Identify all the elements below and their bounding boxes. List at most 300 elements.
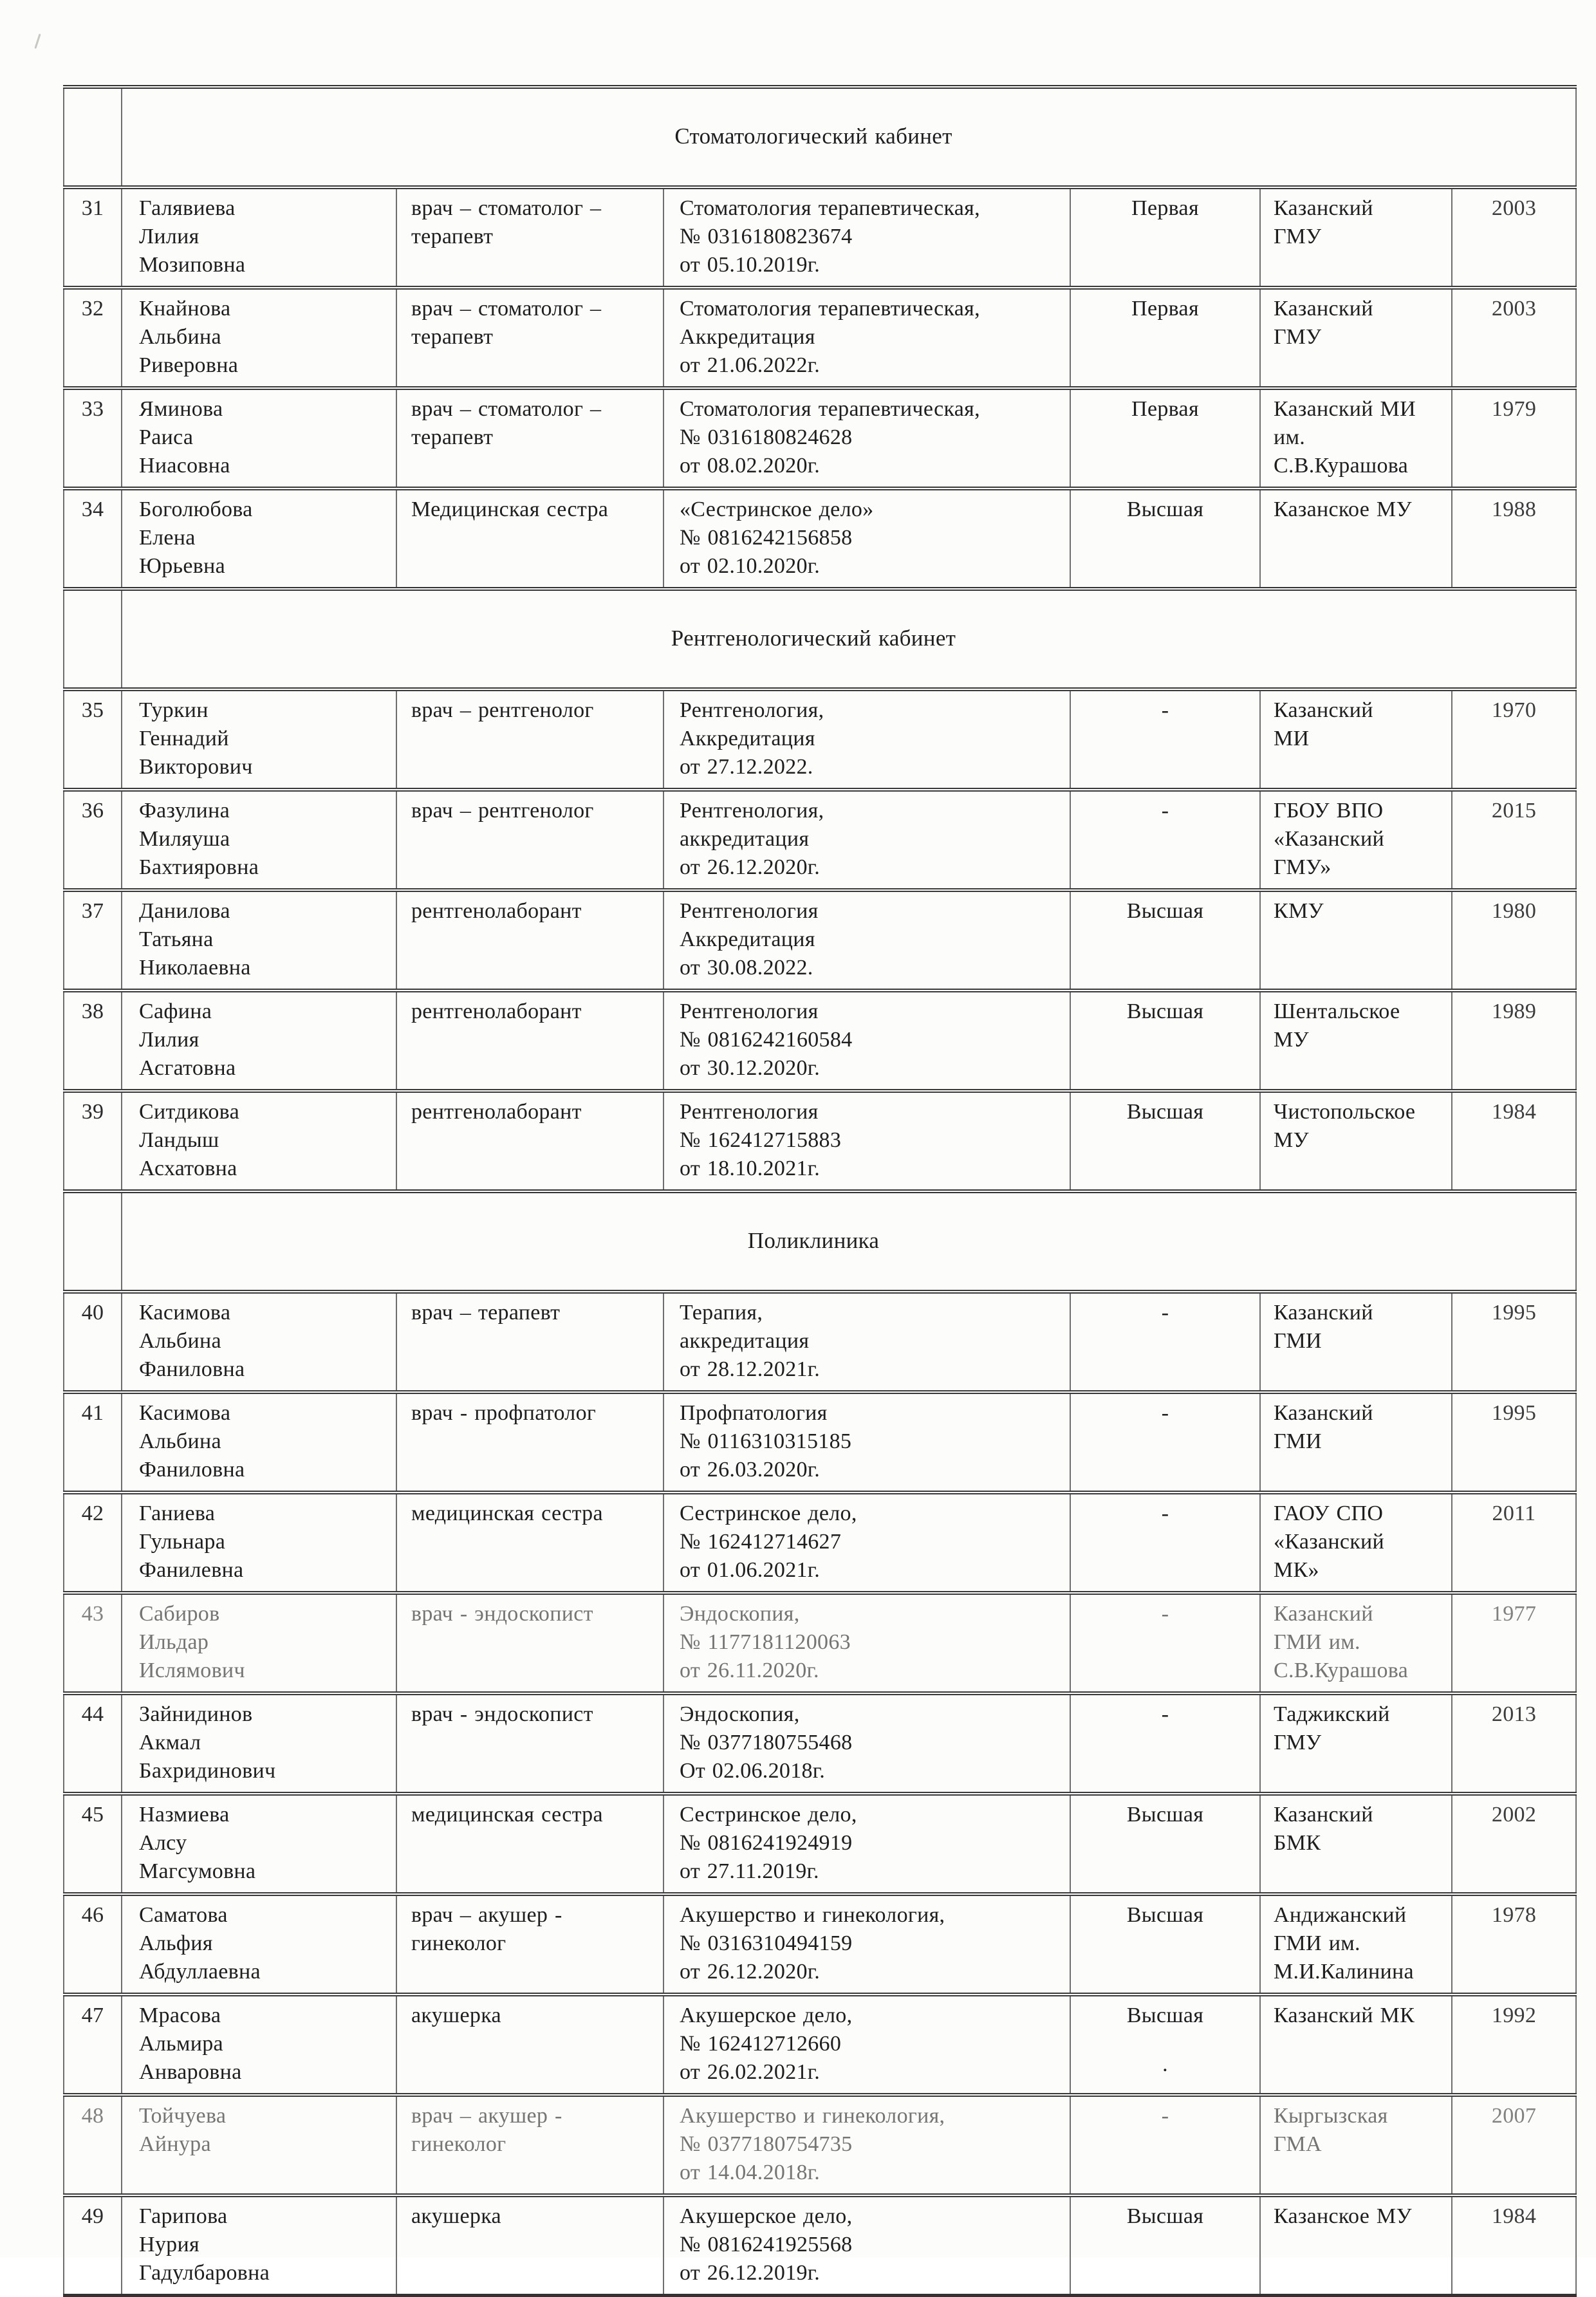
- section-empty-number-cell: [64, 1191, 122, 1292]
- text-line: Викторович: [139, 755, 253, 779]
- text-line: От 02.06.2018г.: [680, 1759, 826, 1783]
- text-line: ГМУ»: [1274, 855, 1332, 879]
- position-cell: [396, 790, 663, 890]
- text-line: от 02.10.2020г.: [680, 554, 821, 578]
- table-row-32: [64, 288, 1576, 388]
- certificate-cell: [663, 1392, 1070, 1493]
- position-cell: [396, 2095, 663, 2195]
- education-cell: [1260, 1995, 1452, 2095]
- text-line: Стоматология терапевтическая,: [680, 297, 980, 321]
- text-line: Магсумовна: [139, 1859, 256, 1883]
- text-line: от 26.03.2020г.: [680, 1458, 821, 1482]
- text-line: Кнайнова: [139, 297, 231, 321]
- text-line: Аккредитация: [680, 727, 815, 750]
- text-line: Акушерство и гинекология,: [680, 1903, 945, 1927]
- text-line: Фанилевна: [139, 1558, 244, 1582]
- text-line: МУ: [1274, 1028, 1309, 1052]
- text-line: от 26.12.2020г.: [680, 1960, 821, 1984]
- education-cell: [1260, 388, 1452, 488]
- row-number-cell: 33: [64, 388, 122, 488]
- row-number-cell: 39: [64, 1091, 122, 1191]
- table-row-47: [64, 1995, 1576, 2095]
- text-line: Кыргызская: [1274, 2104, 1388, 2128]
- category-value: Высшая: [1126, 1903, 1204, 1927]
- text-line: ГМИ: [1274, 1329, 1322, 1353]
- education-cell: [1260, 1894, 1452, 1995]
- text-line: МК»: [1274, 1558, 1319, 1582]
- text-line: Казанский МИ: [1274, 397, 1416, 421]
- text-line: Боголюбова: [139, 498, 253, 521]
- category-cell: [1070, 890, 1260, 990]
- text-line: Риверовна: [139, 353, 239, 377]
- text-line: Гадулбаровна: [139, 2261, 270, 2285]
- text-line: Ландыш: [139, 1128, 219, 1152]
- table-row-49: [64, 2195, 1576, 2296]
- category-value: Первая: [1131, 397, 1199, 421]
- text-line: Сабиров: [139, 1602, 220, 1626]
- text-line: от 26.12.2020г.: [680, 855, 821, 879]
- text-line: медицинская сестра: [411, 1502, 603, 1525]
- text-line: Бахтияровна: [139, 855, 259, 879]
- text-line: от 26.11.2020г.: [680, 1659, 819, 1682]
- text-line: Лилия: [139, 225, 200, 248]
- text-line: Акушерское дело,: [680, 2004, 853, 2027]
- text-line: от 08.02.2020г.: [680, 454, 821, 478]
- employee-name-cell: [122, 1292, 396, 1392]
- category-cell: [1070, 1794, 1260, 1894]
- row-number-cell: 45: [64, 1794, 122, 1894]
- text-line: Ниасовна: [139, 454, 230, 478]
- category-cell: [1070, 1493, 1260, 1593]
- text-line: Стоматология терапевтическая,: [680, 196, 980, 220]
- text-line: Туркин: [139, 698, 209, 722]
- position-cell: [396, 1693, 663, 1794]
- text-line: от 05.10.2019г.: [680, 253, 821, 277]
- category-value: Высшая: [1126, 1100, 1204, 1124]
- employee-name-cell: [122, 1593, 396, 1693]
- position-cell: [396, 388, 663, 488]
- graduation-year-cell: 2003: [1452, 288, 1576, 388]
- education-cell: [1260, 990, 1452, 1091]
- text-line: Татьяна: [139, 927, 214, 951]
- text-line: Ислямович: [139, 1659, 245, 1682]
- graduation-year-cell: 1979: [1452, 388, 1576, 488]
- text-line: Рентгенология: [680, 1000, 819, 1023]
- text-line: Таджикский: [1274, 1702, 1390, 1726]
- text-line: Акушерство и гинекология,: [680, 2104, 945, 2128]
- text-line: № 0377180754735: [680, 2132, 853, 2156]
- category-cell: [1070, 1693, 1260, 1794]
- category-value: Высшая: [1126, 1000, 1204, 1023]
- text-line: Казанское МУ: [1274, 498, 1412, 521]
- section-title: Стоматологический кабинет: [122, 87, 1576, 187]
- text-line: Рентгенология,: [680, 799, 824, 823]
- text-line: «Сестринское дело»: [680, 498, 874, 521]
- graduation-year-cell: 2015: [1452, 790, 1576, 890]
- text-line: гинеколог: [411, 1931, 506, 1955]
- row-number-cell: 42: [64, 1493, 122, 1593]
- position-cell: [396, 288, 663, 388]
- text-line: Альфия: [139, 1931, 213, 1955]
- text-line: терапевт: [411, 425, 494, 449]
- certificate-cell: [663, 288, 1070, 388]
- text-line: от 18.10.2021г.: [680, 1157, 821, 1180]
- position-cell: [396, 187, 663, 288]
- graduation-year-cell: 1988: [1452, 488, 1576, 589]
- graduation-year-cell: 1995: [1452, 1292, 1576, 1392]
- text-line: от 14.04.2018г.: [680, 2161, 821, 2184]
- position-cell: [396, 990, 663, 1091]
- graduation-year-cell: 2002: [1452, 1794, 1576, 1894]
- text-line: МИ: [1274, 727, 1310, 750]
- text-line: КМУ: [1274, 899, 1324, 923]
- position-cell: [396, 2195, 663, 2296]
- education-cell: [1260, 890, 1452, 990]
- position-cell: [396, 1894, 663, 1995]
- certificate-cell: [663, 1894, 1070, 1995]
- education-cell: [1260, 488, 1452, 589]
- text-line: от 27.12.2022.: [680, 755, 813, 779]
- graduation-year-cell: 2003: [1452, 187, 1576, 288]
- text-line: Миляуша: [139, 827, 230, 851]
- text-line: аккредитация: [680, 827, 810, 851]
- text-line: Казанский: [1274, 1602, 1373, 1626]
- text-line: ГМИ им.: [1274, 1630, 1360, 1654]
- text-line: ГМУ: [1274, 1731, 1322, 1754]
- graduation-year-cell: 1977: [1452, 1593, 1576, 1693]
- section-header-row: [64, 1191, 1576, 1292]
- table-row-35: [64, 689, 1576, 790]
- text-line: № 0316180823674: [680, 225, 853, 248]
- graduation-year-cell: 2007: [1452, 2095, 1576, 2195]
- employee-name-cell: [122, 990, 396, 1091]
- certificate-cell: [663, 990, 1070, 1091]
- text-line: Николаевна: [139, 956, 251, 980]
- text-line: гинеколог: [411, 2132, 506, 2156]
- text-line: Данилова: [139, 899, 230, 923]
- text-line: Ганиева: [139, 1502, 216, 1525]
- employee-name-cell: [122, 1894, 396, 1995]
- row-number-cell: 49: [64, 2195, 122, 2296]
- text-line: № 0377180755468: [680, 1731, 853, 1754]
- text-line: № 162412714627: [680, 1530, 842, 1554]
- education-cell: [1260, 1593, 1452, 1693]
- text-line: Раиса: [139, 425, 194, 449]
- text-line: врач - эндоскопист: [411, 1602, 593, 1626]
- position-cell: [396, 1493, 663, 1593]
- certificate-cell: [663, 2095, 1070, 2195]
- category-cell: [1070, 1894, 1260, 1995]
- text-line: Казанский: [1274, 297, 1373, 321]
- text-line: Сафина: [139, 1000, 212, 1023]
- text-line: Казанский МК: [1274, 2004, 1415, 2027]
- category-value: -: [1161, 1602, 1169, 1626]
- text-line: Ильдар: [139, 1630, 209, 1654]
- table-row-39: [64, 1091, 1576, 1191]
- graduation-year-cell: 1984: [1452, 1091, 1576, 1191]
- text-line: врач – стоматолог –: [411, 196, 602, 220]
- text-line: Тойчуева: [139, 2104, 227, 2128]
- text-line: № 0316180824628: [680, 425, 853, 449]
- table-row-42: [64, 1493, 1576, 1593]
- text-line: Эндоскопия,: [680, 1602, 800, 1626]
- text-line: от 27.11.2019г.: [680, 1859, 819, 1883]
- table-row-31: [64, 187, 1576, 288]
- text-line: Анваровна: [139, 2060, 242, 2084]
- employee-name-cell: [122, 1392, 396, 1493]
- staff-table: [63, 85, 1577, 2297]
- text-line: ГМИ им.: [1274, 1931, 1360, 1955]
- table-row-46: [64, 1894, 1576, 1995]
- text-line: ГМА: [1274, 2132, 1322, 2156]
- category-cell: [1070, 488, 1260, 589]
- employee-name-cell: [122, 890, 396, 990]
- table-row-44: [64, 1693, 1576, 1794]
- text-line: врач – рентгенолог: [411, 698, 594, 722]
- text-line: № 0816241924919: [680, 1831, 853, 1855]
- category-cell: [1070, 1392, 1260, 1493]
- text-line: Альбина: [139, 1329, 221, 1353]
- education-cell: [1260, 2095, 1452, 2195]
- text-line: Казанский: [1274, 1401, 1373, 1425]
- text-line: Юрьевна: [139, 554, 225, 578]
- text-line: Акмал: [139, 1731, 201, 1754]
- category-cell: [1070, 2095, 1260, 2195]
- text-line: БМК: [1274, 1831, 1321, 1855]
- section-title: Поликлиника: [122, 1191, 1576, 1292]
- text-line: Саматова: [139, 1903, 228, 1927]
- text-line: № 0816241925568: [680, 2233, 853, 2256]
- section-empty-number-cell: [64, 589, 122, 689]
- certificate-cell: [663, 790, 1070, 890]
- row-number-cell: 40: [64, 1292, 122, 1392]
- row-number-cell: 38: [64, 990, 122, 1091]
- text-line: № 162412712660: [680, 2032, 842, 2056]
- table-row-33: [64, 388, 1576, 488]
- category-cell: [1070, 990, 1260, 1091]
- text-line: Медицинская сестра: [411, 498, 609, 521]
- graduation-year-cell: 1989: [1452, 990, 1576, 1091]
- text-line: Асхатовна: [139, 1157, 237, 1180]
- text-line: от 30.12.2020г.: [680, 1056, 821, 1080]
- row-number-cell: 47: [64, 1995, 122, 2095]
- text-line: Рентгенология,: [680, 698, 824, 722]
- text-line: Нурия: [139, 2233, 200, 2256]
- text-line: акушерка: [411, 2004, 501, 2027]
- text-line: Альмира: [139, 2032, 223, 2056]
- text-line: Стоматология терапевтическая,: [680, 397, 980, 421]
- certificate-cell: [663, 1995, 1070, 2095]
- employee-name-cell: [122, 187, 396, 288]
- text-line: Рентгенология: [680, 1100, 819, 1124]
- row-number-cell: 37: [64, 890, 122, 990]
- text-line: рентгенолаборант: [411, 899, 582, 923]
- category-cell: [1070, 1292, 1260, 1392]
- position-cell: [396, 1794, 663, 1894]
- employee-name-cell: [122, 1493, 396, 1593]
- graduation-year-cell: 1995: [1452, 1392, 1576, 1493]
- certificate-cell: [663, 1794, 1070, 1894]
- text-line: терапевт: [411, 225, 494, 248]
- category-cell: [1070, 689, 1260, 790]
- row-number-cell: 41: [64, 1392, 122, 1493]
- position-cell: [396, 689, 663, 790]
- education-cell: [1260, 1392, 1452, 1493]
- category-cell: [1070, 1091, 1260, 1191]
- text-line: Айнура: [139, 2132, 211, 2156]
- graduation-year-cell: 1984: [1452, 2195, 1576, 2296]
- text-line: Галявиева: [139, 196, 236, 220]
- text-line: Геннадий: [139, 727, 229, 750]
- category-value: -: [1161, 1702, 1169, 1726]
- category-value: Высшая: [1126, 1803, 1204, 1827]
- text-line: Сестринское дело,: [680, 1502, 857, 1525]
- graduation-year-cell: 2011: [1452, 1493, 1576, 1593]
- position-cell: [396, 1593, 663, 1693]
- text-line: врач – терапевт: [411, 1301, 561, 1325]
- category-value: -: [1161, 698, 1169, 722]
- text-line: рентгенолаборант: [411, 1100, 582, 1124]
- certificate-cell: [663, 488, 1070, 589]
- text-line: от 26.02.2021г.: [680, 2060, 821, 2084]
- category-value: Высшая: [1126, 2204, 1204, 2228]
- text-line: Лилия: [139, 1028, 200, 1052]
- text-line: Профпатология: [680, 1401, 828, 1425]
- category-value: Первая: [1131, 297, 1199, 321]
- certificate-cell: [663, 388, 1070, 488]
- education-cell: [1260, 790, 1452, 890]
- text-line: Терапия,: [680, 1301, 763, 1325]
- category-value: -: [1161, 1401, 1169, 1425]
- text-line: Гарипова: [139, 2204, 228, 2228]
- category-cell: [1070, 288, 1260, 388]
- table-row-43: [64, 1593, 1576, 1693]
- section-header-row: [64, 87, 1576, 187]
- employee-name-cell: [122, 388, 396, 488]
- category-value: Высшая: [1126, 498, 1204, 521]
- text-line: «Казанский: [1274, 827, 1385, 851]
- staff-table-body: [64, 87, 1576, 2296]
- text-line: Акушерское дело,: [680, 2204, 853, 2228]
- category-cell: [1070, 2195, 1260, 2296]
- row-number-cell: 32: [64, 288, 122, 388]
- certificate-cell: [663, 1493, 1070, 1593]
- table-row-48: [64, 2095, 1576, 2195]
- text-line: рентгенолаборант: [411, 1000, 582, 1023]
- category-value: -: [1161, 1301, 1169, 1325]
- education-cell: [1260, 689, 1452, 790]
- certificate-cell: [663, 1693, 1070, 1794]
- text-line: ГМИ: [1274, 1429, 1322, 1453]
- position-cell: [396, 890, 663, 990]
- text-line: МУ: [1274, 1128, 1309, 1152]
- row-number-cell: 35: [64, 689, 122, 790]
- text-line: Эндоскопия,: [680, 1702, 800, 1726]
- text-line: Абдуллаевна: [139, 1960, 261, 1984]
- text-line: Фаниловна: [139, 1458, 245, 1482]
- text-line: врач – акушер -: [411, 2104, 562, 2128]
- text-line: от 30.08.2022.: [680, 956, 813, 980]
- text-line: Бахридинович: [139, 1759, 276, 1783]
- text-line: № 1177181120063: [680, 1630, 851, 1654]
- certificate-cell: [663, 1292, 1070, 1392]
- text-line: Гульнара: [139, 1530, 226, 1554]
- text-line: Чистопольское: [1274, 1100, 1416, 1124]
- text-line: ГМУ: [1274, 325, 1322, 349]
- position-cell: [396, 1292, 663, 1392]
- table-row-40: [64, 1292, 1576, 1392]
- education-cell: [1260, 1493, 1452, 1593]
- text-line: Зайнидинов: [139, 1702, 253, 1726]
- text-line: от 01.06.2021г.: [680, 1558, 821, 1582]
- category-cell: [1070, 790, 1260, 890]
- text-line: С.В.Курашова: [1274, 454, 1409, 478]
- employee-name-cell: [122, 1693, 396, 1794]
- certificate-cell: [663, 187, 1070, 288]
- position-cell: [396, 1392, 663, 1493]
- education-cell: [1260, 2195, 1452, 2296]
- text-line: Яминова: [139, 397, 223, 421]
- row-number-cell: 36: [64, 790, 122, 890]
- table-row-37: [64, 890, 1576, 990]
- category-value: Высшая: [1126, 899, 1204, 923]
- text-line: Касимова: [139, 1301, 231, 1325]
- text-line: акушерка: [411, 2204, 501, 2228]
- text-line: Шентальское: [1274, 1000, 1400, 1023]
- certificate-cell: [663, 1091, 1070, 1191]
- row-number-cell: 34: [64, 488, 122, 589]
- education-cell: [1260, 1693, 1452, 1794]
- text-line: Аккредитация: [680, 927, 815, 951]
- education-cell: [1260, 1292, 1452, 1392]
- text-line: Сестринское дело,: [680, 1803, 857, 1827]
- scan-dot-mark: .: [1162, 2052, 1168, 2076]
- text-line: Казанский: [1274, 1803, 1373, 1827]
- graduation-year-cell: 1992: [1452, 1995, 1576, 2095]
- text-line: врач – стоматолог –: [411, 397, 602, 421]
- position-cell: [396, 1995, 663, 2095]
- text-line: Назмиева: [139, 1803, 230, 1827]
- employee-name-cell: [122, 288, 396, 388]
- graduation-year-cell: 1970: [1452, 689, 1576, 790]
- text-line: Елена: [139, 526, 196, 550]
- category-cell: [1070, 1995, 1260, 2095]
- certificate-cell: [663, 890, 1070, 990]
- text-line: врач – рентгенолог: [411, 799, 594, 823]
- table-row-36: [64, 790, 1576, 890]
- text-line: медицинская сестра: [411, 1803, 603, 1827]
- text-line: от 28.12.2021г.: [680, 1357, 821, 1381]
- text-line: № 0816242160584: [680, 1028, 853, 1052]
- graduation-year-cell: 2013: [1452, 1693, 1576, 1794]
- employee-name-cell: [122, 2095, 396, 2195]
- text-line: Казанское МУ: [1274, 2204, 1412, 2228]
- text-line: ГМУ: [1274, 225, 1322, 248]
- category-cell: [1070, 388, 1260, 488]
- table-row-45: [64, 1794, 1576, 1894]
- text-line: Аккредитация: [680, 325, 815, 349]
- table-row-38: [64, 990, 1576, 1091]
- text-line: М.И.Калинина: [1274, 1960, 1414, 1984]
- education-cell: [1260, 187, 1452, 288]
- text-line: «Казанский: [1274, 1530, 1385, 1554]
- text-line: Мрасова: [139, 2004, 221, 2027]
- text-line: Альбина: [139, 325, 221, 349]
- text-line: Казанский: [1274, 196, 1373, 220]
- text-line: врач - эндоскопист: [411, 1702, 593, 1726]
- employee-name-cell: [122, 1091, 396, 1191]
- text-line: № 162412715883: [680, 1128, 842, 1152]
